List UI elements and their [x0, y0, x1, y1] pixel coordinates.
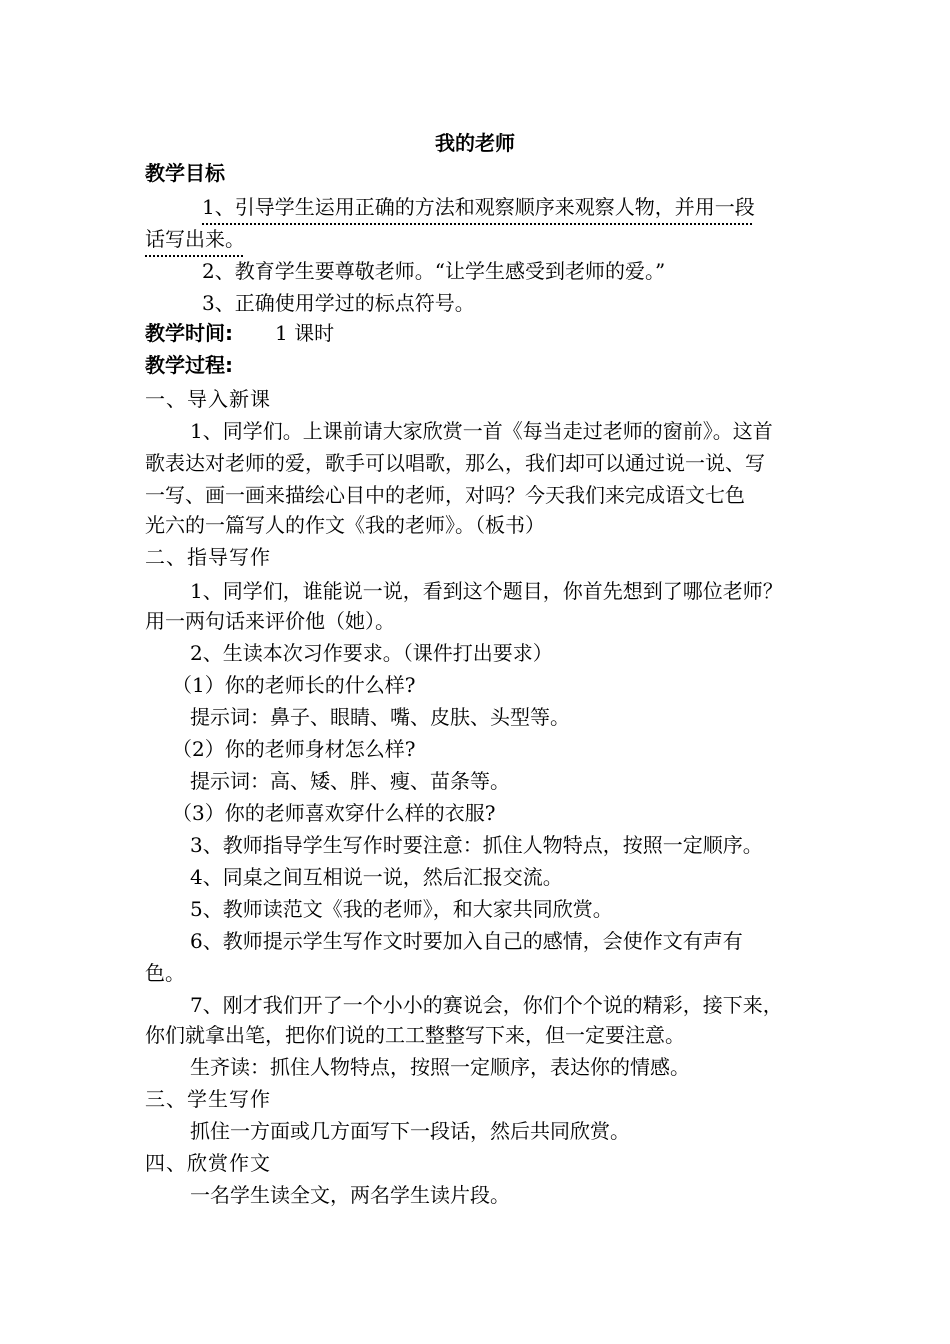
- step-7-line-2: 你们就拿出笔，把你们说的工工整整写下来，但一定要注意。: [145, 1023, 685, 1047]
- paragraph-3: 抓住一方面或几方面写下一段话，然后共同欣赏。: [190, 1119, 630, 1143]
- step-3: 3、教师指导学生写作时要注意：抓住人物特点，按照一定顺序。: [190, 833, 763, 857]
- time-value: 1 课时: [275, 321, 335, 345]
- process-heading: 教学过程:: [145, 353, 233, 377]
- section-3-heading: 三、学生写作: [145, 1087, 271, 1111]
- hint-2: 提示词：高、矮、胖、瘦、苗条等。: [190, 769, 510, 793]
- group-reading: 生齐读：抓住人物特点，按照一定顺序，表达你的情感。: [190, 1055, 690, 1079]
- goal-2: 2、教育学生要尊敬老师。“让学生感受到老师的爱。”: [202, 259, 666, 283]
- step-5: 5、教师读范文《我的老师》，和大家共同欣赏。: [190, 897, 613, 921]
- paragraph-4: 一名学生读全文，两名学生读片段。: [190, 1183, 510, 1207]
- paragraph-1-line-1: 1、同学们。上课前请大家欣赏一首《每当走过老师的窗前》。这首: [190, 419, 773, 443]
- section-4-heading: 四、欣赏作文: [145, 1151, 271, 1175]
- section-1-heading: 一、导入新课: [145, 387, 271, 411]
- question-2: （2）你的老师身材怎么样?: [172, 737, 416, 761]
- question-3: （3）你的老师喜欢穿什么样的衣服?: [172, 801, 496, 825]
- goal-3: 3、正确使用学过的标点符号。: [202, 291, 475, 315]
- time-label: 教学时间:: [145, 321, 233, 345]
- step-6-line-2: 色。: [145, 961, 185, 985]
- paragraph-2-line-2: 用一两句话来评价他（她）。: [145, 609, 395, 633]
- hint-1: 提示词：鼻子、眼睛、嘴、皮肤、头型等。: [190, 705, 570, 729]
- step-7-line-1: 7、刚才我们开了一个小小的赛说会，你们个个说的精彩，接下来，: [190, 993, 783, 1017]
- paragraph-1-line-2: 歌表达对老师的爱，歌手可以唱歌，那么，我们却可以通过说一说、写: [145, 451, 765, 475]
- goal-1-line-1: 1、引导学生运用正确的方法和观察顺序来观察人物，并用一段: [202, 195, 755, 219]
- step-4: 4、同桌之间互相说一说，然后汇报交流。: [190, 865, 563, 889]
- requirement-intro: 2、生读本次习作要求。（课件打出要求）: [190, 641, 553, 665]
- question-1: （1）你的老师长的什么样?: [172, 673, 416, 697]
- paragraph-1-line-3: 一写、画一画来描绘心目中的老师，对吗？今天我们来完成语文七色: [145, 483, 745, 507]
- paragraph-2-line-1: 1、同学们，谁能说一说，看到这个题目，你首先想到了哪位老师？: [190, 579, 783, 603]
- paragraph-1-line-4: 光六的一篇写人的作文《我的老师》。（板书）: [145, 513, 545, 537]
- page-title: 我的老师: [435, 131, 515, 155]
- step-6-line-1: 6、教师提示学生写作文时要加入自己的感情，会使作文有声有: [190, 929, 743, 953]
- goal-1-line-2: 话写出来。: [145, 227, 245, 251]
- section-2-heading: 二、指导写作: [145, 545, 271, 569]
- goals-heading: 教学目标: [145, 161, 225, 185]
